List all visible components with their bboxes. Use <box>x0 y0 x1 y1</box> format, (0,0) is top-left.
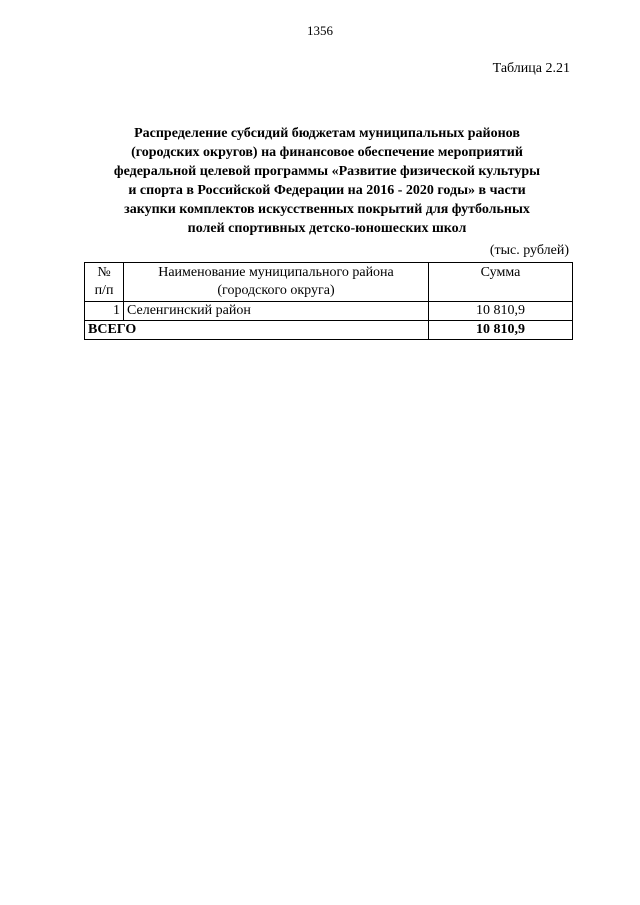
header-number: № п/п <box>85 263 124 302</box>
row-district-name: Селенгинский район <box>124 302 429 321</box>
table-label: Таблица 2.21 <box>492 61 570 76</box>
header-sum: Сумма <box>429 263 573 302</box>
header-name: Наименование муниципального района (городского округа) <box>124 263 429 302</box>
total-label: ВСЕГО <box>85 321 429 340</box>
page-number: 1356 <box>307 23 333 38</box>
table-row <box>85 302 573 321</box>
row-number: 1 <box>85 302 124 321</box>
subsidies-table <box>84 262 573 340</box>
document-title: Распределение субсидий бюджетам муниципальных районов (городских округов) на финансовое обеспечение мероприятий федеральной целевой программы «Развитие физической культуры и спорта в Российской Федерации на 2016 - 2020 годы» в части закупки комплектов искусственных покрытий для футбольных полей спортивных детско-юношеских школ <box>113 126 541 236</box>
units-label: (тыс. рублей) <box>489 243 569 258</box>
row-sum: 10 810,9 <box>429 302 573 321</box>
total-row <box>85 321 573 340</box>
table-header-row <box>85 263 573 302</box>
total-sum: 10 810,9 <box>429 321 573 340</box>
